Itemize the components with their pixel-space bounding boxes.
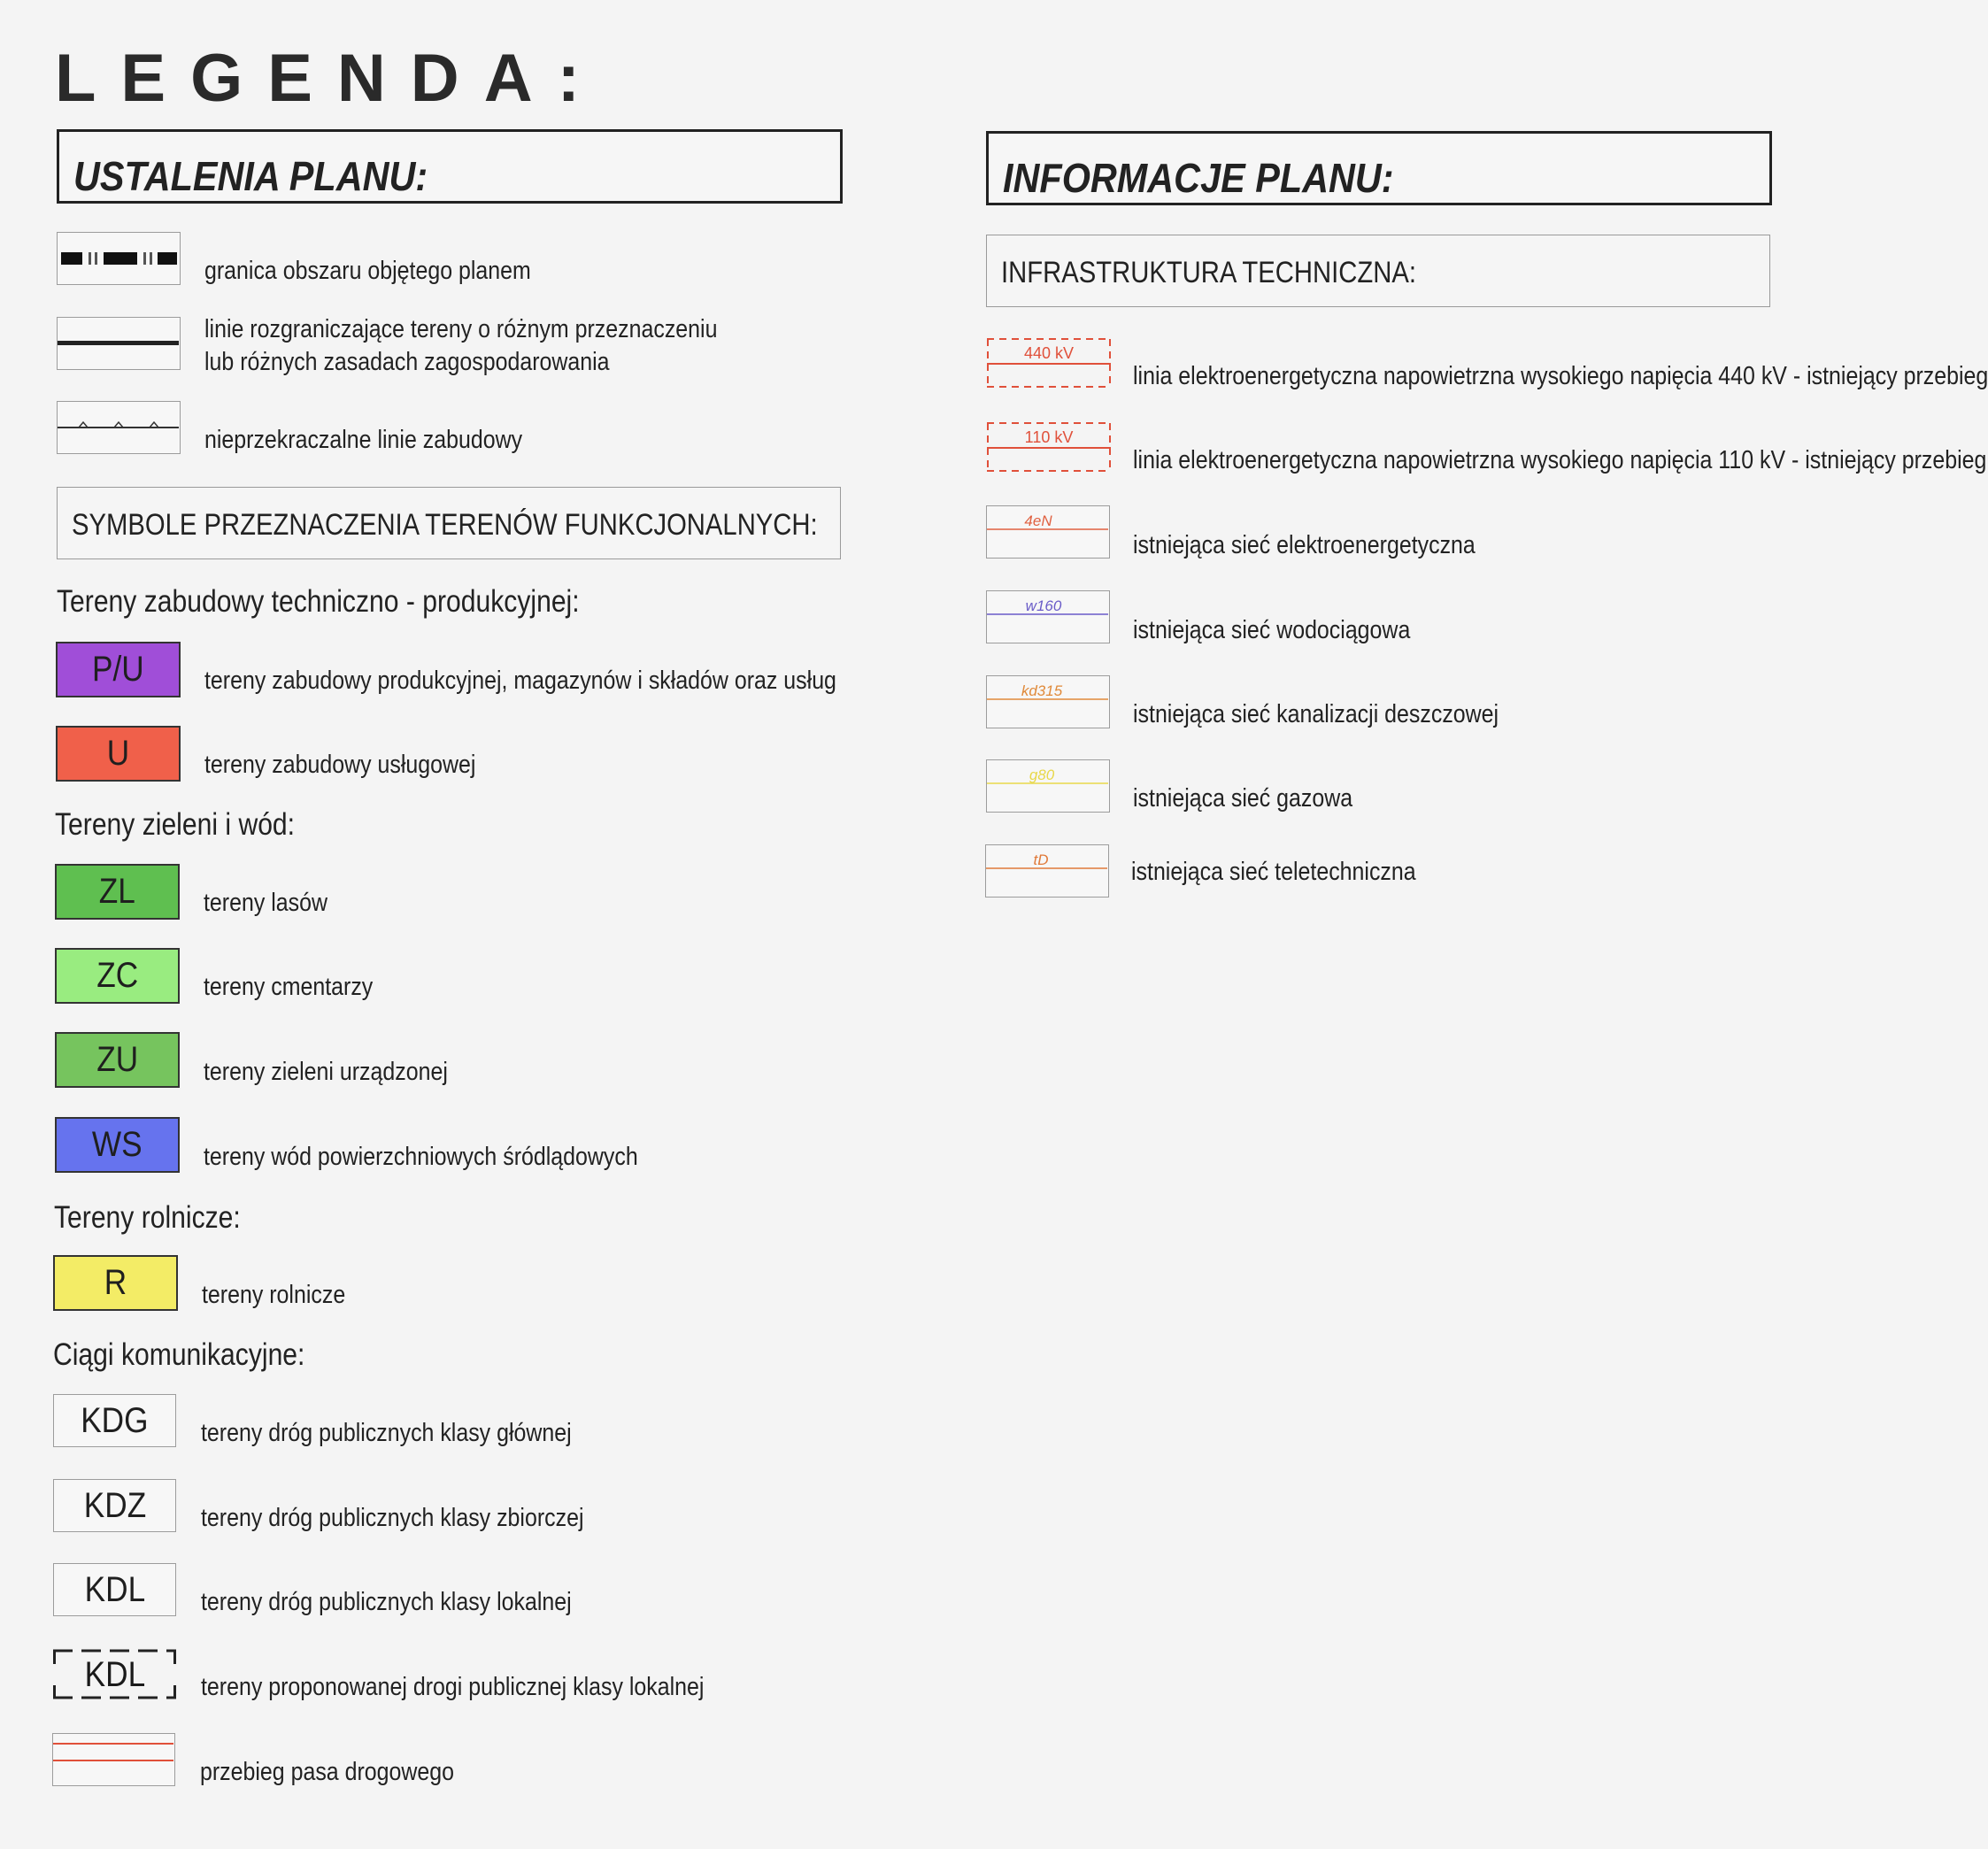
line-110kv-symbol bbox=[987, 420, 1111, 474]
symbol-u: U bbox=[56, 726, 181, 782]
line-440kv-label: linia elektroenergetyczna napowietrzna wysokiego napięcia 440 kV - istniejący przebieg bbox=[1133, 362, 1988, 390]
line-440kv-code: 440 kV bbox=[1023, 344, 1075, 362]
storm-sewer-code: kd315 bbox=[1021, 682, 1063, 699]
symbol-kdg-label: tereny dróg publicznych klasy głównej bbox=[201, 1419, 572, 1447]
symbol-r-label: tereny rolnicze bbox=[202, 1281, 346, 1309]
symbol-ws-label: tereny wód powierzchniowych śródlądowych bbox=[204, 1143, 638, 1171]
water-network-label: istniejąca sieć wodociągowa bbox=[1133, 616, 1411, 644]
symbol-kdl-label: tereny dróg publicznych klasy lokalnej bbox=[201, 1588, 572, 1616]
plan-boundary-label: granica obszaru objętego planem bbox=[204, 257, 531, 285]
plan-boundary-symbol bbox=[57, 232, 181, 285]
water-network-code: w160 bbox=[1025, 597, 1062, 614]
telecom-network-symbol bbox=[985, 844, 1109, 898]
demarcation-line-symbol bbox=[57, 317, 181, 370]
demarcation-line-label-2: lub różnych zasadach zagospodarowania bbox=[204, 348, 610, 376]
demarcation-line-label-1: linie rozgraniczające tereny o różnym przeznaczeniu bbox=[204, 315, 718, 343]
symbol-r: R bbox=[53, 1255, 178, 1311]
building-line-label: nieprzekraczalne linie zabudowy bbox=[204, 426, 523, 454]
building-line-symbol bbox=[57, 401, 181, 454]
group-title-greenery: Tereny zieleni i wód: bbox=[55, 807, 296, 842]
road-lane-label: przebieg pasa drogowego bbox=[200, 1758, 455, 1786]
symbol-zl-label: tereny lasów bbox=[204, 889, 328, 917]
plan-information-header-text: INFORMACJE PLANU: bbox=[1003, 155, 1394, 201]
plan-settings-header-text: USTALENIA PLANU: bbox=[73, 153, 428, 199]
symbol-zl: ZL bbox=[55, 864, 180, 920]
storm-sewer-label: istniejąca sieć kanalizacji deszczowej bbox=[1133, 700, 1499, 728]
technical-infrastructure-header-text: INFRASTRUKTURA TECHNICZNA: bbox=[1001, 256, 1416, 289]
symbol-kdl: KDL bbox=[53, 1563, 176, 1616]
symbol-zu-label: tereny zieleni urządzonej bbox=[204, 1058, 448, 1086]
plan-information-header bbox=[986, 131, 1772, 205]
symbol-kdl-proposed: KDL bbox=[84, 1654, 145, 1694]
gas-network-code: g80 bbox=[1029, 767, 1055, 783]
line-440kv-symbol bbox=[987, 336, 1111, 389]
symbol-pu: P/U bbox=[56, 642, 181, 697]
telecom-network-code: tD bbox=[1033, 851, 1049, 868]
symbol-u-label: tereny zabudowy usługowej bbox=[204, 751, 476, 779]
group-title-agricultural: Tereny rolnicze: bbox=[54, 1200, 241, 1235]
symbol-zc-label: tereny cmentarzy bbox=[204, 973, 374, 1001]
storm-sewer-symbol bbox=[986, 675, 1110, 728]
functional-symbols-header-text: SYMBOLE PRZEZNACZENIA TERENÓW FUNKCJONALNYCH: bbox=[72, 508, 818, 542]
group-title-roads: Ciągi komunikacyjne: bbox=[53, 1337, 305, 1372]
symbol-kdl-proposed-label: tereny proponowanej drogi publicznej klasy lokalnej bbox=[201, 1673, 705, 1701]
symbol-kdg: KDG bbox=[53, 1394, 176, 1447]
line-110kv-label: linia elektroenergetyczna napowietrzna wysokiego napięcia 110 kV - istniejący przebieg bbox=[1133, 446, 1987, 474]
group-title-production: Tereny zabudowy techniczno - produkcyjnej: bbox=[57, 584, 580, 619]
symbol-kdz: KDZ bbox=[53, 1479, 176, 1532]
power-network-symbol bbox=[986, 505, 1110, 559]
gas-network-label: istniejąca sieć gazowa bbox=[1133, 784, 1353, 813]
symbol-ws: WS bbox=[55, 1117, 180, 1173]
road-lane-symbol bbox=[52, 1733, 175, 1786]
symbol-kdz-label: tereny dróg publicznych klasy zbiorczej bbox=[201, 1504, 584, 1532]
power-network-label: istniejąca sieć elektroenergetyczna bbox=[1133, 531, 1476, 559]
plan-settings-header bbox=[57, 129, 843, 204]
symbol-zu: ZU bbox=[55, 1032, 180, 1088]
telecom-network-label: istniejąca sieć teletechniczna bbox=[1131, 858, 1416, 886]
symbol-pu-label: tereny zabudowy produkcyjnej, magazynów i składów oraz usług bbox=[204, 666, 836, 695]
power-network-code: 4eN bbox=[1024, 512, 1052, 529]
line-110kv-code: 110 kV bbox=[1024, 428, 1074, 446]
functional-symbols-header bbox=[57, 487, 841, 559]
gas-network-symbol bbox=[986, 759, 1110, 813]
symbol-zc: ZC bbox=[55, 948, 180, 1004]
water-network-symbol bbox=[986, 590, 1110, 643]
technical-infrastructure-header bbox=[986, 235, 1770, 307]
legend-title: LEGENDA: bbox=[55, 41, 605, 116]
